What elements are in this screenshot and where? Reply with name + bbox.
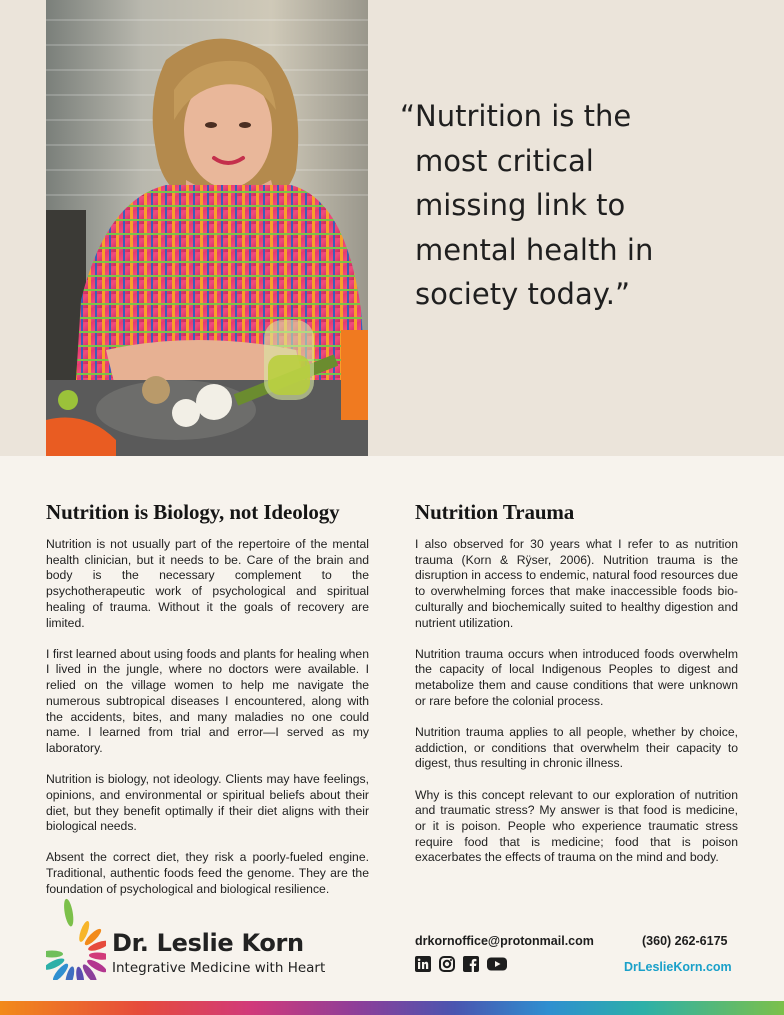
paragraph: Absent the correct diet, they risk a poorly-fueled engine. Traditional, authentic foods feed the genome. They are the foundation of psychological and biological resilience. [46, 850, 369, 896]
brand-block [112, 930, 325, 976]
social-icons [415, 956, 507, 972]
paragraph: Nutrition trauma applies to all people, whether by choice, addiction, or conditions that overwhelm their capacity to digest, thus resulting in chronic illness. [415, 725, 738, 771]
quote-line: mental health in [415, 232, 654, 267]
paragraph: I first learned about using foods and plants for healing when I lived in the jungle, where no doctors were available. I relied on the village women to help me navigate the numerous subtropical diseases I encountered, along with the accidents, bites, and many maladies no one could name. I learned from trial and error—I served as my laboratory. [46, 646, 369, 755]
paragraph: I also observed for 30 years what I refer to as nutrition trauma (Korn & Rÿser, 2006). Nutrition trauma is the disruption in access to endemic, natural food resources due to overwhelming forces that make inaccessible foods bio-culturally and biochemically suited to healthy digestion and nutrient utilization. [415, 537, 738, 630]
rainbow-bar [0, 1001, 784, 1015]
left-column-heading: Nutrition is Biology, not Ideology [46, 500, 340, 524]
quote-line: most critical [415, 143, 594, 178]
phone-number[interactable]: (360) 262-6175 [642, 934, 728, 948]
portrait-photo [46, 0, 368, 456]
email-link[interactable]: drkornoffice@protonmail.com [415, 934, 594, 948]
youtube-icon[interactable] [487, 956, 507, 972]
linkedin-icon[interactable] [415, 956, 431, 972]
paragraph: Nutrition is not usually part of the repertoire of the mental health clinician, but it needs to be. Care of the brain and body is the necessary complement to the psychotherapeutic work of psychological and spiritual healing of trauma. Without it the goals of recovery are limited. [46, 537, 369, 630]
hero-section [0, 0, 784, 456]
paragraph: Why is this concept relevant to our exploration of nutrition and traumatic stress? My answer is that food is medicine, or it is poison. People who experience traumatic stress require food that is medicine; food that is poison exacerbates the effects of trauma on the mind and body. [415, 787, 738, 865]
facebook-icon[interactable] [463, 956, 479, 972]
brand-tagline: Integrative Medicine with Heart [112, 960, 326, 976]
flower-logo-icon [46, 896, 106, 980]
right-column-heading: Nutrition Trauma [415, 500, 575, 524]
paragraph: Nutrition trauma occurs when introduced foods overwhelm the capacity of local Indigenous Peoples to digest and metabolize them and cause conditions that were unknown or rare before the colonial process. [415, 646, 738, 708]
brand-name: Dr. Leslie Korn [112, 929, 304, 957]
paragraph: Nutrition is biology, not ideology. Clients may have feelings, opinions, and environmental or spiritual beliefs about their diet, but they benefit optimally if their diet aligns with their biological needs. [46, 772, 369, 834]
pull-quote [400, 94, 760, 317]
right-article-column [415, 500, 738, 882]
quote-line: missing link to [415, 188, 626, 222]
quote-line: society today.” [415, 277, 631, 311]
footer [0, 890, 784, 1015]
quote-line: “Nutrition is the [400, 99, 632, 133]
instagram-icon[interactable] [439, 956, 455, 972]
left-article-column [46, 500, 369, 913]
website-link[interactable]: DrLeslieKorn.com [624, 960, 732, 974]
